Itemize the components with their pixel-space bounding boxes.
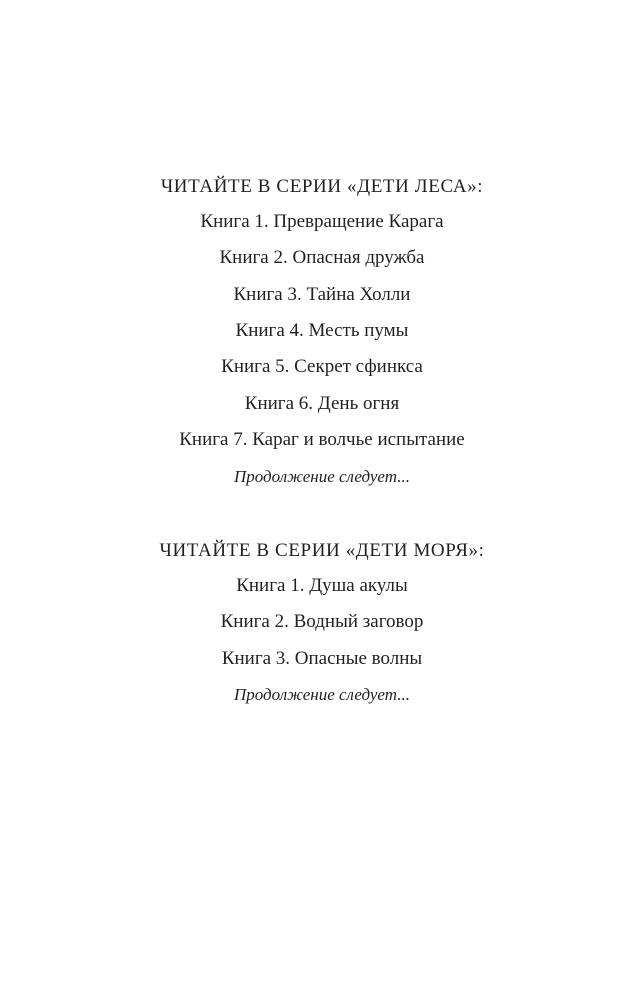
book-title: Книга 1. Душа акулы xyxy=(236,575,408,596)
book-title: Книга 1. Превращение Карага xyxy=(200,211,444,232)
series-heading-sea: ЧИТАЙТЕ В СЕРИИ «ДЕТИ МОРЯ»: xyxy=(159,540,485,561)
book-title: Книга 7. Караг и волчье испытание xyxy=(179,429,465,450)
continuation-note: Продолжение следует... xyxy=(234,467,410,486)
book-title: Книга 3. Тайна Холли xyxy=(233,284,411,305)
book-title: Книга 3. Опасные волны xyxy=(221,648,423,669)
book-title: Книга 5. Секрет сфинкса xyxy=(221,356,423,377)
book-title: Книга 2. Опасная дружба xyxy=(219,247,425,268)
book-title: Книга 6. День огня xyxy=(244,393,400,414)
book-title: Книга 2. Водный заговор xyxy=(220,611,424,632)
series-heading-forest: ЧИТАЙТЕ В СЕРИИ «ДЕТИ ЛЕСА»: xyxy=(160,176,484,197)
book-title: Книга 4. Месть пумы xyxy=(235,320,409,341)
continuation-note: Продолжение следует... xyxy=(234,685,410,704)
